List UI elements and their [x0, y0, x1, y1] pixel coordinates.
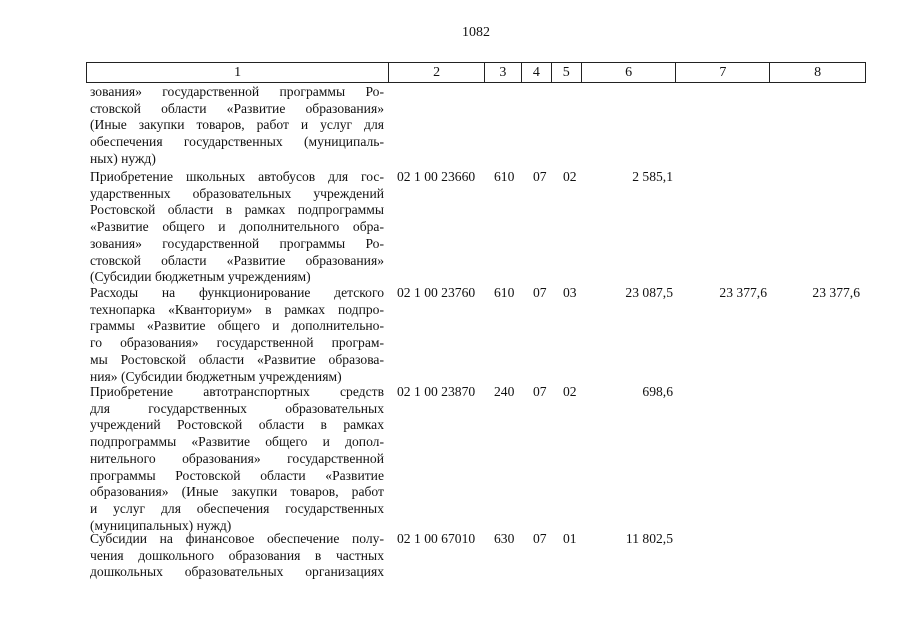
expense-type: 240 — [494, 384, 515, 399]
expense-type: 610 — [494, 169, 515, 184]
row-description — [90, 84, 384, 168]
description-line: чения дошкольного образования в частных — [90, 547, 384, 563]
expense-type: 610 — [494, 285, 515, 300]
section: 07 — [533, 384, 547, 399]
amount-col-6: 2 585,1 — [632, 169, 673, 184]
target-article-code: 02 1 00 23760 — [397, 285, 476, 300]
subsection: 02 — [563, 384, 577, 399]
column-header-8: 8 — [814, 65, 822, 80]
amount-col-6: 698,6 — [642, 384, 673, 399]
description-line: (Субсидии бюджетным учреждениям) — [90, 269, 311, 285]
description-line: (муниципальных) нужд) — [90, 517, 232, 533]
description-line: образования» (Иные закупки товаров, работ — [90, 484, 384, 500]
section: 07 — [533, 285, 547, 300]
column-header-2: 2 — [389, 63, 485, 82]
target-article-code: 02 1 00 67010 — [397, 531, 476, 546]
subsection: 03 — [563, 285, 577, 300]
description-line: дошкольных образовательных организациях — [90, 564, 384, 580]
description-line: го образования» государственной програм- — [90, 335, 384, 351]
description-line: и услуг для обеспечения государственных — [90, 500, 384, 516]
description-line: Расходы на функционирование детского — [90, 285, 384, 300]
amount-col-6: 11 802,5 — [625, 531, 673, 546]
description-line: Ростовской области в рамках подпрограммы — [90, 202, 384, 218]
description-line: программы Ростовской области «Развитие — [90, 467, 384, 483]
description-line: Приобретение автотранспортных средств — [90, 384, 384, 399]
description-line: стовской области «Развитие образования» — [90, 252, 384, 268]
description-line: Приобретение школьных автобусов для гос- — [90, 169, 384, 184]
column-header-6: 6 — [582, 63, 677, 82]
description-line: ударственных образовательных учреждений — [90, 185, 384, 201]
column-header-5: 5 — [552, 63, 582, 82]
description-line: обеспечения государственных (муниципаль- — [90, 134, 384, 150]
row-description — [90, 531, 384, 581]
row-description — [90, 169, 384, 286]
description-line: граммы «Развитие общего и дополнительно- — [90, 318, 384, 334]
description-line: ных) нужд) — [90, 150, 156, 166]
page-number: 1082 — [462, 25, 490, 40]
row-description — [90, 285, 384, 385]
description-line: стовской области «Развитие образования» — [90, 100, 384, 116]
amount-col-7: 23 377,6 — [719, 285, 767, 300]
description-line: зования» государственной программы Ро- — [90, 84, 384, 99]
description-line: технопарка «Кванториум» в рамках подпро- — [90, 301, 384, 317]
amount-col-6: 23 087,5 — [625, 285, 673, 300]
subsection: 02 — [563, 169, 577, 184]
description-line: (Иные закупки товаров, работ и услуг для — [90, 117, 384, 133]
description-line: подпрограммы «Развитие общего и допол- — [90, 434, 384, 450]
description-line: ния» (Субсидии бюджетным учреждениям) — [90, 368, 342, 384]
column-header-3: 3 — [485, 63, 522, 82]
target-article-code: 02 1 00 23870 — [397, 384, 476, 399]
column-header-4: 4 — [522, 63, 552, 82]
column-header-1: 1 — [87, 63, 389, 82]
row-description — [90, 384, 384, 534]
column-header-7: 7 — [676, 63, 770, 82]
description-line: «Развитие общего и дополнительного обра- — [90, 219, 384, 235]
description-line: для государственных образовательных — [90, 400, 384, 416]
description-line: нительного образования» государственной — [90, 450, 384, 466]
description-line: учреждений Ростовской области в рамках — [90, 417, 384, 433]
section: 07 — [533, 169, 547, 184]
description-line: Субсидии на финансовое обеспечение полу- — [90, 531, 384, 546]
description-line: мы Ростовской области «Развитие образова- — [90, 351, 384, 367]
target-article-code: 02 1 00 23660 — [397, 169, 476, 184]
section: 07 — [533, 531, 547, 546]
description-line: зования» государственной программы Ро- — [90, 235, 384, 251]
expense-type: 630 — [494, 531, 515, 546]
amount-col-8: 23 377,6 — [812, 285, 860, 300]
subsection: 01 — [563, 531, 577, 546]
table-header — [86, 62, 866, 83]
